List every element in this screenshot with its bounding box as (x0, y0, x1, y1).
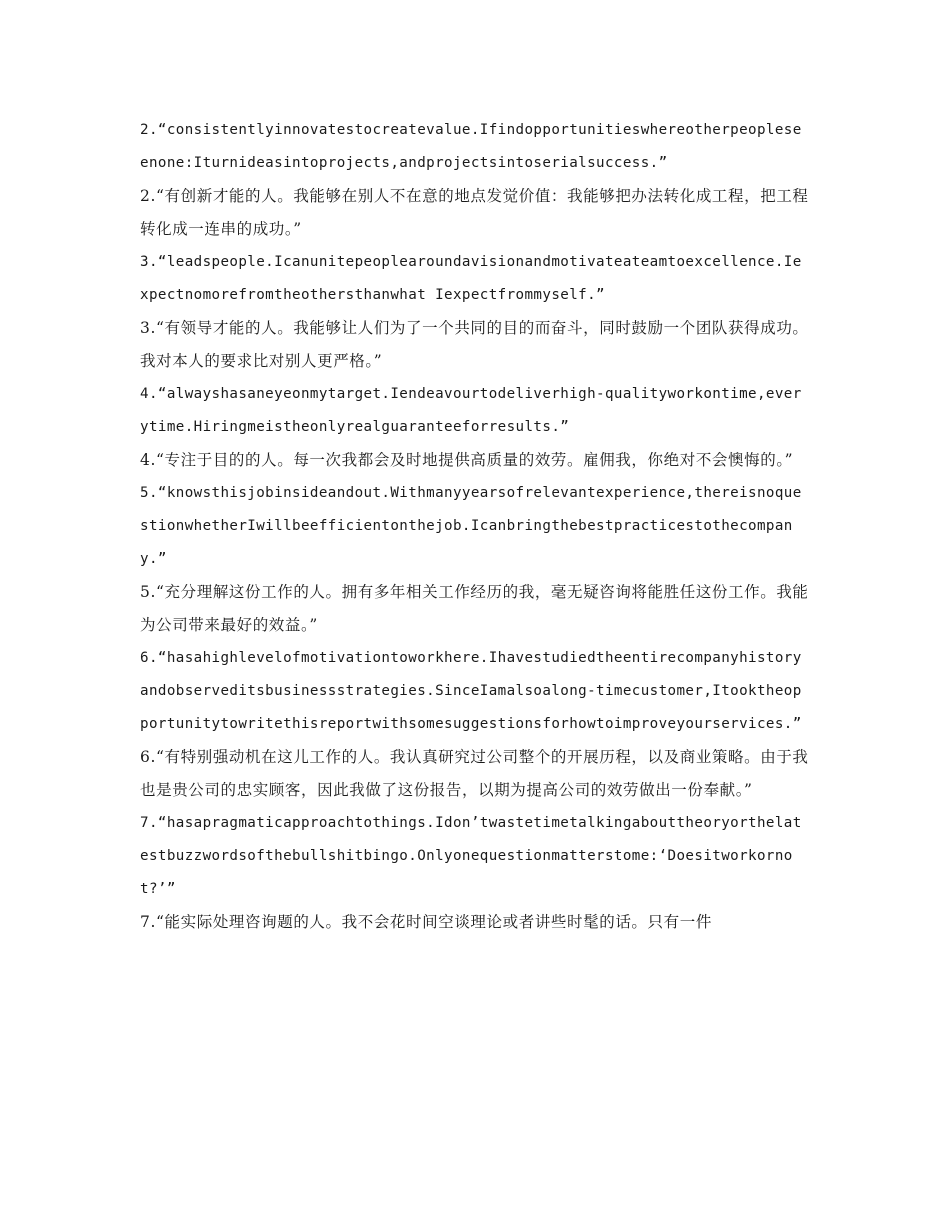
paragraph-4-chinese: 4.“专注于目的的人。每一次我都会及时地提供高质量的效劳。雇佣我，你绝对不会懊悔的。” (140, 451, 794, 469)
paragraph-6-english: 6.“hasahighlevelofmotivationtoworkhere.Ihavestudiedtheentirecompanyhistoryandobserveditsbusinessstrategies.SinceIamalsoalong-timecustomer,Itooktheopportunitytowritethisreportwithsomesuggestionsforhowtoimproveyourservices.” (140, 650, 802, 732)
paragraph-7-english: 7.“hasapragmaticapproachtothings.Idon’twastetimetalkingabouttheoryorthelatestbuzzwordsofthebullshitbingo.Onlyonequestionmatterstome:‘Doesitworkornot?’” (140, 815, 802, 897)
paragraph-2-english: 2.“consistentlyinnovatestocreatevalue.Ifindopportunitieswhereotherpeopleseenone:Iturnideasintoprojects,andprojectsintoserialsuccess.” (140, 122, 802, 171)
paragraph-7-chinese: 7.“能实际处理咨询题的人。我不会花时间空谈理论或者讲些时髦的话。只有一件 (140, 913, 712, 931)
document-page (140, 114, 810, 939)
paragraph-2-chinese: 2.“有创新才能的人。我能够在别人不在意的地点发觉价值：我能够把办法转化成工程，把工程转化成一连串的成功。” (140, 187, 809, 238)
paragraph-3-chinese: 3.“有领导才能的人。我能够让人们为了一个共同的目的而奋斗，同时鼓励一个团队获得成功。我对本人的要求比对别人更严格。” (140, 319, 809, 370)
paragraph-5-english: 5.“knowsthisjobinsideandout.Withmanyyearsofrelevantexperience,thereisnoquestionwhetherIwillbeefficientonthejob.Icanbringthebestpracticestothecompany.” (140, 485, 802, 567)
paragraph-5-chinese: 5.“充分理解这份工作的人。拥有多年相关工作经历的我，毫无疑咨询将能胜任这份工作。我能为公司带来最好的效益。” (140, 583, 809, 634)
paragraph-4-english: 4.“alwayshasaneyeonmytarget.Iendeavourtodeliverhigh-qualityworkontime,everytime.Hiringmeistheonlyrealguaranteeforresults.” (140, 386, 802, 435)
paragraph-6-chinese: 6.“有特别强动机在这儿工作的人。我认真研究过公司整个的开展历程，以及商业策略。由于我也是贵公司的忠实顾客，因此我做了这份报告，以期为提高公司的效劳做出一份奉献。” (140, 748, 809, 799)
paragraph-3-english: 3.“leadspeople.Icanunitepeoplearoundavisionandmotivateateamtoexcellence.Iexpectnomorefromtheothersthanwhat Iexpectfrommyself.” (140, 254, 802, 303)
